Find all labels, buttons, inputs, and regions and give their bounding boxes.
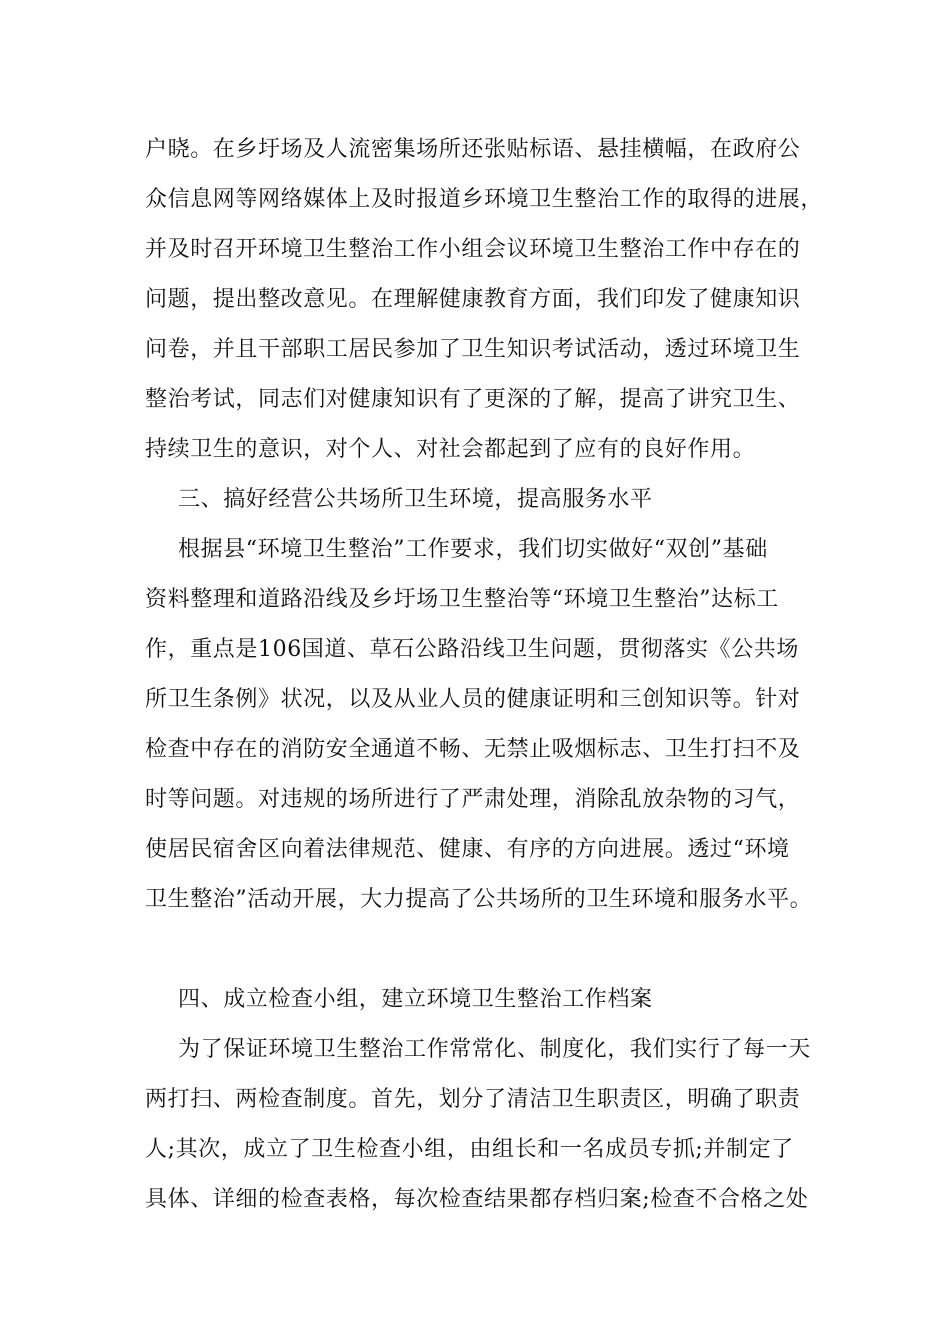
body-text-line: 使居民宿舍区向着法律规范、健康、有序的方向进展。透过“环境	[145, 837, 790, 862]
body-text-line: 为了保证环境卫生整治工作常常化、制度化，我们实行了每一天	[178, 1037, 811, 1062]
body-text-line: 人;其次，成立了卫生检查小组，由组长和一名成员专抓;并制定了	[145, 1137, 794, 1162]
body-text-line: 时等问题。对违规的场所进行了严肃处理，消除乱放杂物的习气，	[145, 787, 801, 812]
body-text-line: 持续卫生的意识，对个人、对社会都起到了应有的良好作用。	[145, 437, 756, 462]
body-text-line: 户晓。在乡圩场及人流密集场所还张贴标语、悬挂横幅，在政府公	[145, 137, 801, 162]
body-text-line: 两打扫、两检查制度。首先，划分了清洁卫生职责区，明确了职责	[145, 1087, 801, 1112]
section-heading: 三、搞好经营公共场所卫生环境，提高服务水平	[178, 487, 653, 512]
body-text-line: 整治考试，同志们对健康知识有了更深的了解，提高了讲究卫生、	[145, 387, 801, 412]
body-text-line: 卫生整治”活动开展，大力提高了公共场所的卫生环境和服务水平。	[145, 887, 813, 912]
body-text-line: 根据县“环境卫生整治”工作要求，我们切实做好“双创”基础	[178, 537, 768, 562]
section-heading: 四、成立检查小组，建立环境卫生整治工作档案	[178, 987, 653, 1012]
body-text-line: 众信息网等网络媒体上及时报道乡环境卫生整治工作的取得的进展，	[145, 187, 824, 212]
body-text-line: 检查中存在的消防安全通道不畅、无禁止吸烟标志、卫生打扫不及	[145, 737, 801, 762]
body-text-line: 具体、详细的检查表格，每次检查结果都存档归案;检查不合格之处	[145, 1187, 809, 1212]
body-text-line: 资料整理和道路沿线及乡圩场卫生整治等“环境卫生整治”达标工	[145, 587, 779, 612]
body-text-line: 所卫生条例》状况，以及从业人员的健康证明和三创知识等。针对	[145, 687, 801, 712]
body-text-line: 作，重点是106国道、草石公路沿线卫生问题，贯彻落实《公共场	[145, 637, 799, 662]
body-text-line: 问题，提出整改意见。在理解健康教育方面，我们印发了健康知识	[145, 287, 801, 312]
body-text-line: 问卷，并且干部职工居民参加了卫生知识考试活动，透过环境卫生	[145, 337, 801, 362]
body-text-line: 并及时召开环境卫生整治工作小组会议环境卫生整治工作中存在的	[145, 237, 801, 262]
